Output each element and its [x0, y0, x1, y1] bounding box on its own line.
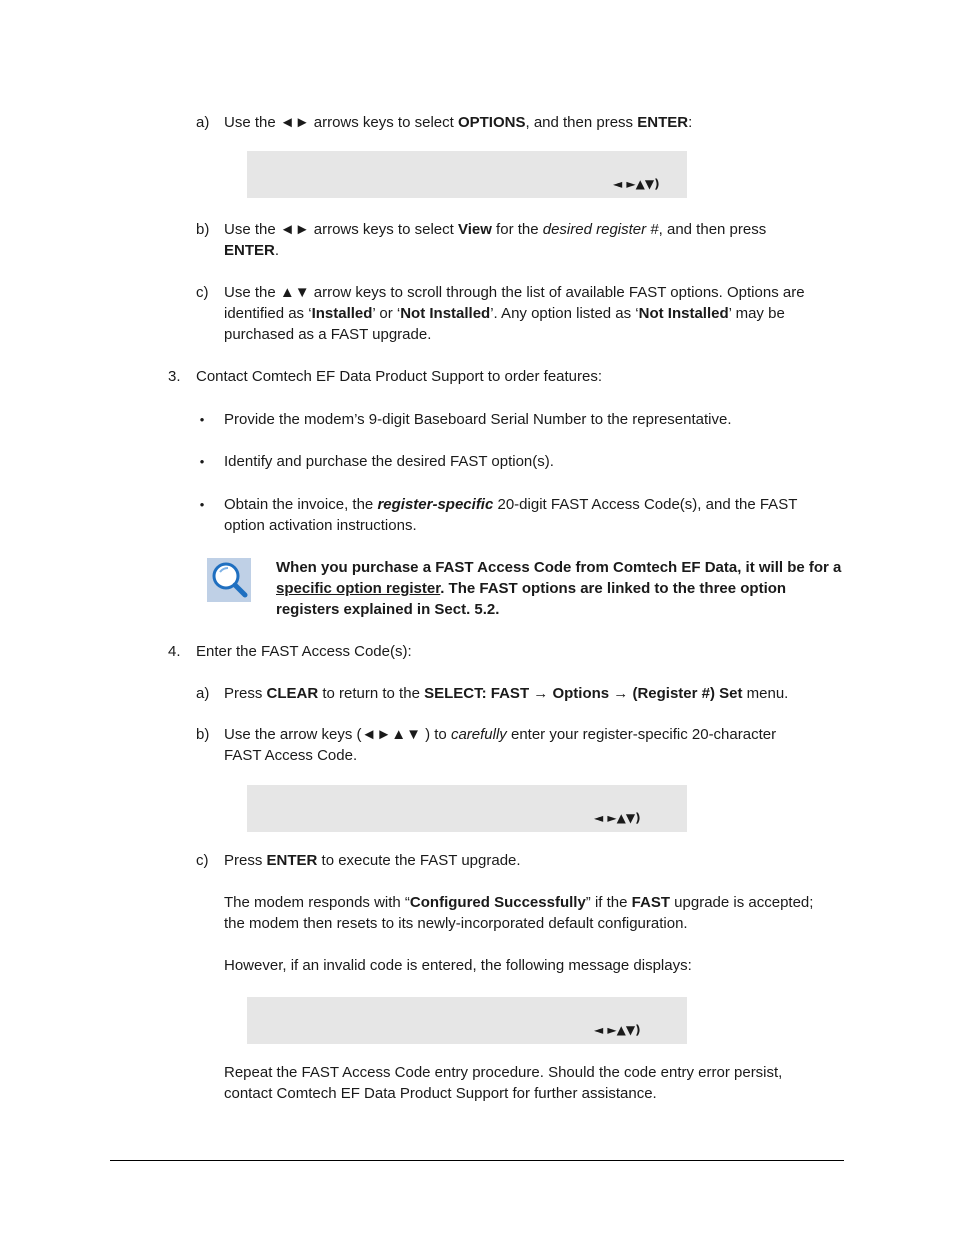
step-b-text: Use the ◄► arrows keys to select View for the desired register #, and then press ENTER. [224, 221, 767, 259]
up-down-arrows-icon: ▲▼ [279, 284, 310, 301]
step-4c-label: c) [196, 852, 209, 869]
lcd-display-invalid-code [247, 997, 687, 1044]
step-c-label: c) [196, 284, 209, 301]
note-text: When you purchase a FAST Access Code from Comtech EF Data, it will be for a specific option register. The FAST options are linked to the three option registers explained in Sect. 5.2. [276, 559, 842, 618]
step-c-text: Use the ▲▼ arrow keys to scroll through the list of available FAST options. Options are identified as ‘Installed’ or ‘Not Installed’. Any option listed as ‘Not Installed’ may be purchased as a FAST upgrade. [224, 284, 805, 343]
right-arrow-icon: → [533, 685, 549, 702]
step-b-label: b) [196, 221, 210, 238]
step-4a-text: Press CLEAR to return to the SELECT: FAST → Options → (Register #) Set menu. [224, 685, 789, 702]
step-4-label: 4. [168, 643, 181, 660]
lcd-arrow-keys-icon: ◄ ►▲▼) [613, 177, 660, 191]
step-4a-label: a) [196, 685, 210, 702]
step-4b-label: b) [196, 726, 210, 743]
configured-successfully-paragraph: The modem responds with “Configured Successfully” if the FAST upgrade is accepted; the modem then resets to its newly-incorporated default configuration. [224, 894, 814, 932]
footer-rule [110, 1160, 844, 1161]
left-right-arrows-icon: ◄► [279, 221, 310, 238]
magnifier-note-icon [207, 558, 251, 602]
lcd-arrow-keys-icon: ◄ ►▲▼) [594, 811, 641, 825]
bullet-icon: • [199, 454, 205, 469]
arrow-keys-icon: ◄►▲▼ [361, 726, 421, 743]
step-4b-text: Use the arrow keys (◄►▲▼ ) to carefully enter your register-specific 20-character FAST Access Code. [224, 726, 777, 764]
step-3-label: 3. [168, 368, 181, 385]
step-a-label: a) [196, 114, 210, 131]
bullet-purchase-option: Identify and purchase the desired FAST option(s). [224, 453, 554, 470]
step-3-text: Contact Comtech EF Data Product Support to order features: [196, 368, 603, 385]
invalid-code-paragraph: However, if an invalid code is entered, the following message displays: [224, 957, 692, 974]
left-right-arrows-icon: ◄► [279, 114, 310, 131]
bullet-icon: • [199, 412, 205, 427]
bullet-icon: • [199, 497, 205, 512]
bullet-invoice: Obtain the invoice, the register-specific 20-digit FAST Access Code(s), and the FAST option activation instructions. [224, 496, 798, 534]
lcd-display-code-entry [247, 785, 687, 832]
bullet-serial-number: Provide the modem’s 9-digit Baseboard Serial Number to the representative. [224, 411, 732, 428]
repeat-procedure-paragraph: Repeat the FAST Access Code entry procedure. Should the code entry error persist, contact Comtech EF Data Product Support for further assistance. [224, 1064, 783, 1102]
step-4-text: Enter the FAST Access Code(s): [196, 643, 412, 660]
right-arrow-icon: → [613, 685, 629, 702]
lcd-display-options [247, 151, 687, 198]
step-4c-text: Press ENTER to execute the FAST upgrade. [224, 852, 521, 869]
step-a-text: Use the ◄► arrows keys to select OPTIONS, and then press ENTER: [224, 114, 693, 131]
lcd-arrow-keys-icon: ◄ ►▲▼) [594, 1023, 641, 1037]
